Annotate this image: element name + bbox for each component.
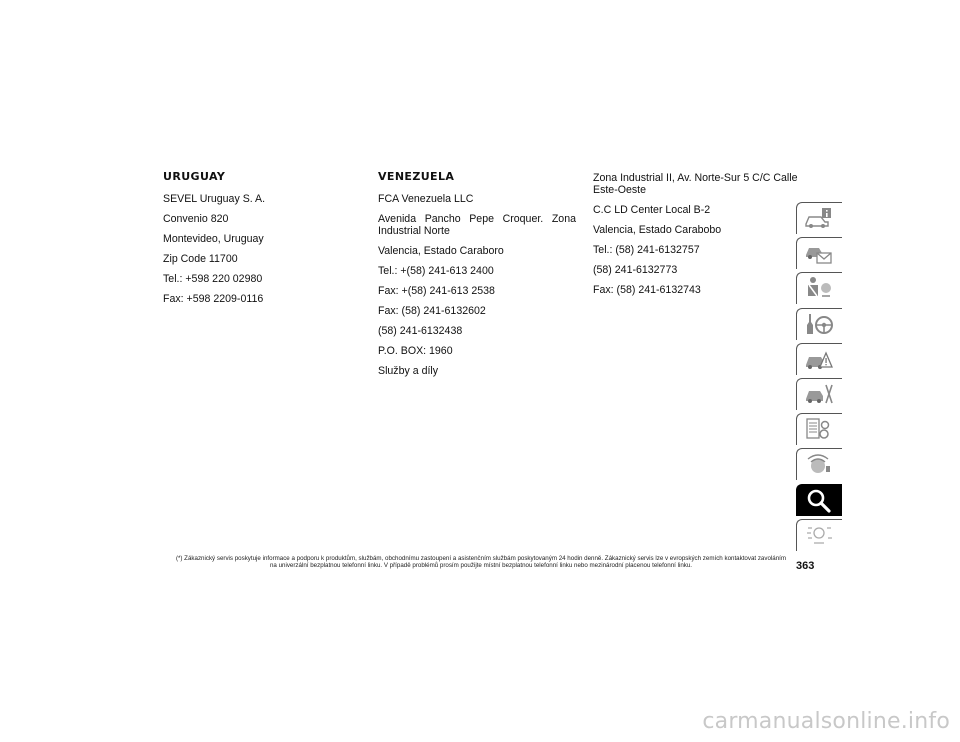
warning-car-icon (804, 347, 834, 371)
index-icon (804, 523, 834, 547)
uruguay-section (163, 171, 363, 313)
footnote: (*) Zákaznický servis poskytuje informace a podporu k produktům, službám, obchodnímu zastoupení a asistenčním službám poskytovaným 24 hodin denně. Zákaznický servis lze v evropských zemích kontaktovat zavoláním na univerzální bezplatnou telefonní linku. V případě problémů prosím použijte místní bezplatnou telefonní linku nebo mezinárodní placenou telefonní linku. (175, 555, 787, 570)
address-line: Avenida Pancho Pepe Croquer. Zona Industrial Norte (378, 213, 576, 237)
phone-line: (58) 241-6132773 (593, 264, 678, 276)
tab-car-service[interactable] (796, 378, 842, 410)
car-mail-icon (804, 241, 834, 265)
page-number: 363 (796, 560, 815, 572)
phone-line: Tel.: +598 220 02980 (163, 273, 263, 285)
specifications-icon (804, 417, 834, 441)
address-line: Valencia, Estado Carabobo (593, 224, 722, 236)
phone-line: Tel.: (58) 241-6132757 (593, 244, 700, 256)
search-icon (804, 488, 834, 514)
address-line: C.C LD Center Local B-2 (593, 204, 711, 216)
tab-warning-car[interactable] (796, 343, 842, 375)
pobox-line: P.O. BOX: 1960 (378, 345, 453, 357)
address-line: Zona Industrial II, Av. Norte-Sur 5 C/C Calle Este-Oeste (593, 172, 798, 196)
watermark: carmanualsonline.info (702, 709, 950, 734)
address-line: Valencia, Estado Caraboro (378, 245, 504, 257)
fax-line: Fax: +598 2209-0116 (163, 293, 264, 305)
address-line: Zip Code 11700 (163, 253, 238, 265)
seatbelt-airbag-icon (804, 276, 834, 300)
fax-line: Fax: (58) 241-6132602 (378, 305, 486, 317)
uruguay-heading: URUGUAY (163, 170, 226, 183)
multimedia-icon (804, 452, 834, 476)
fax-line: Fax: (58) 241-6132743 (593, 284, 701, 296)
car-service-icon (804, 382, 834, 406)
services-line: Služby a díly (378, 365, 439, 377)
steering-wheel-icon (804, 312, 834, 336)
tab-car-info[interactable] (796, 202, 842, 234)
tab-multimedia[interactable] (796, 448, 842, 480)
tab-index[interactable] (796, 519, 842, 551)
chapter-tabs (796, 202, 842, 554)
tab-search[interactable] (796, 484, 842, 516)
tab-car-mail[interactable] (796, 237, 842, 269)
fax-line: Fax: +(58) 241-613 2538 (378, 285, 495, 297)
phone-line: Tel.: +(58) 241-613 2400 (378, 265, 494, 277)
address-line: Convenio 820 (163, 213, 229, 225)
address-line: SEVEL Uruguay S. A. (163, 193, 266, 205)
venezuela-section (378, 171, 576, 385)
tab-steering-wheel[interactable] (796, 308, 842, 340)
phone-line: (58) 241-6132438 (378, 325, 463, 337)
venezuela-heading: VENEZUELA (378, 170, 455, 183)
car-info-icon (804, 206, 834, 230)
venezuela-continued-section (593, 171, 798, 304)
address-line: FCA Venezuela LLC (378, 193, 474, 205)
tab-seatbelt-airbag[interactable] (796, 272, 842, 304)
tab-specifications[interactable] (796, 413, 842, 445)
address-line: Montevideo, Uruguay (163, 233, 264, 245)
